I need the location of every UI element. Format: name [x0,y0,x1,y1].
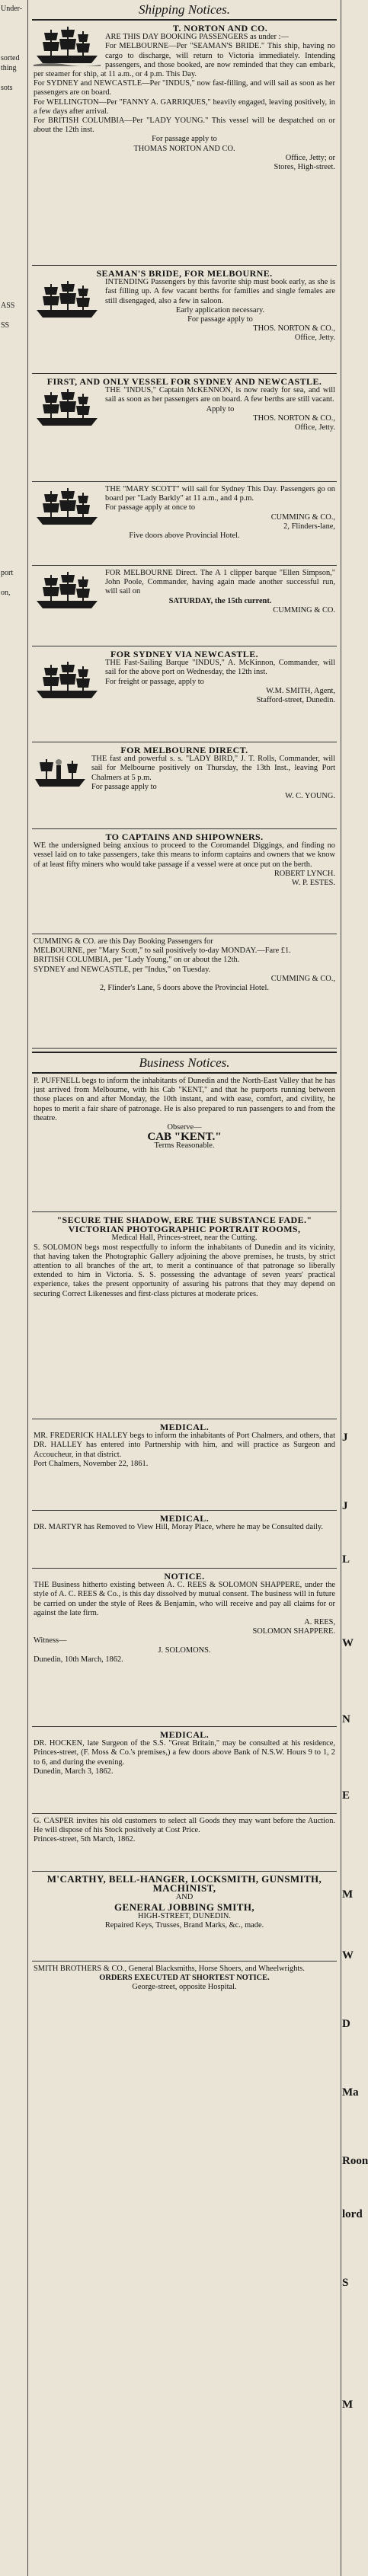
norton-address-2: Stores, High-street. [274,163,335,172]
notice-signer-2: SOLOMON SHAPPERE. [252,1627,335,1636]
hocken-medical-ad [32,1727,337,1814]
puffnell-body: P. PUFFNELL begs to inform the inhabitants of Dunedin and the North-East Valley that he has just arrived from Melbourne, with his Cab "KENT," and that he purports running between those places on and after Monday, the 10th instant, and with ease, comfort, and civility, he hopes to merit a fair share of patronage. He is also prepared to run passengers to and from the theatre. [34,1077,335,1122]
martyr-body: DR. MARTYR has Removed to View Hill, Moray Place, where he may be Consulted daily. [34,1523,323,1532]
lady-bird-ad [32,742,337,829]
business-notices-heading: Business Notices. [32,1052,337,1074]
left-fragment-text: Under- [1,5,23,13]
casper-body: G. CASPER invites his old customers to select all Goods they may want before the Auction. He will dispose of his Stock positively at Cost Price. [34,1817,335,1835]
left-fragment-text: sots [1,84,13,92]
smith-address: George-street, opposite Hospital. [132,1983,237,1992]
right-column-fragment [341,0,368,2576]
photo-address: Medical Hall, Princes-street, near the Cutting. [111,1234,258,1243]
ship-illustration-icon [34,388,101,429]
left-fragment-text: SS [1,321,10,330]
bride-address: Office, Jetty. [294,334,335,343]
right-fragment-text: J [342,1500,348,1512]
photo-heading: VICTORIAN PHOTOGRAPHIC PORTRAIT ROOMS, [68,1224,301,1235]
casper-ad [32,1814,337,1872]
lady-bird-apply: For passage apply to [91,782,157,791]
hocken-heading: MEDICAL. [159,1729,210,1740]
right-fragment-text: E [342,1789,350,1802]
cumming-line-3: BRITISH COLUMBIA, per "Lady Young," on or about the 12th. [34,956,240,965]
ship-illustration-icon [34,660,101,701]
indus-ad [32,374,337,482]
mary-apply: For passage apply at once to [105,503,196,512]
cumming-line-4: SYDNEY and NEWCASTLE, per "Indus," on Tuesday. [34,965,211,974]
indus-apply: Apply to [206,404,235,413]
notice-heading: NOTICE. [164,1571,205,1582]
ellen-date: SATURDAY, the 15th current. [168,596,272,605]
sydney-via-heading: FOR SYDNEY VIA NEWCASTLE. [110,649,259,659]
right-fragment-text: S [342,2277,349,2289]
right-fragment-text: Roon [342,2155,368,2167]
mary-address-1: 2, Flinders-lane, [283,522,335,531]
bride-signer: THOS. NORTON & CO., [253,324,335,334]
hocken-date: Dunedin, March 3, 1862. [34,1767,114,1776]
norton-booking-ad [32,21,337,266]
norton-wellington: For WELLINGTON—Per "FANNY A. GARRIQUES," heavily engaged, leaving positively, in a few days after arrival. [34,97,335,116]
halley-body: MR. FREDERICK HALLEY begs to inform the inhabitants of Port Chalmers, and others, that DR. HALLEY has entered into Partnership with him, and will practice as Surgeon and Accoucheur, in that district. [34,1432,335,1459]
right-fragment-text: W [342,1949,354,1962]
left-fragment-text: sorted [1,54,20,62]
left-fragment-text: ASS [1,302,15,310]
ship-illustration-icon [34,25,101,66]
bride-heading: SEAMAN'S BRIDE, FOR MELBOURNE. [96,268,273,279]
norton-sydney: For SYDNEY and NEWCASTLE—Per "INDUS," now fast-filling, and will sail as soon as her passengers are on board. [34,79,335,97]
halley-date: Port Chalmers, November 22, 1861. [34,1459,149,1468]
mcarthy-line-5: Repaired Keys, Trusses, Brand Marks, &c., made. [104,1921,264,1930]
norton-signer: THOMAS NORTON AND CO. [133,144,235,153]
bride-early: Early application necessary. [175,305,265,314]
seamans-bride-ad [32,266,337,374]
puffnell-cab-ad [32,1074,337,1212]
indus-heading: FIRST, AND ONLY VESSEL FOR SYDNEY AND NEWCASTLE. [46,376,322,387]
captains-signer-2: W. P. ESTES. [291,879,335,888]
lady-bird-body: THE fast and powerful s. s. "LADY BIRD," J. T. Rolls, Commander, will sail for Melbourne positively on Thursday, the 13th Inst., leaving Port Chalmers at 5 p.m. [91,755,335,782]
ship-illustration-icon [34,487,101,528]
lady-bird-signer: W. C. YOUNG. [285,792,335,801]
notice-signer-1: A. REES, [304,1618,335,1627]
mary-address-2: Five doors above Provincial Hotel. [129,531,240,541]
indus-body: THE "INDUS," Captain McKENNON, is now ready for sea, and will sail as soon as her passengers are on board. A few berths are still vacant. [105,386,335,404]
right-fragment-text: J [342,1432,348,1444]
puffnell-terms: Terms Reasonable. [154,1141,215,1151]
right-fragment-text: W [342,1637,354,1649]
right-fragment-text: Ma [342,2086,359,2099]
sydney-via-address: Stafford-street, Dunedin. [256,696,335,705]
photo-body: S. SOLOMON begs most respectfully to inform the inhabitants of Dunedin and its vicinity, that having taken the Photographic Gallery adjoining the above premises, he trusts, by strict attention to all branches of the art, to merit a continuance of that patronage so liberally extended to him in Victoria. S. S. possessing the advantage of seven years' practical experience, takes the present opportunity of assuring his patrons that they may depend on securing Correct Likenesses and first-class pictures at moderate prices. [34,1243,335,1298]
sydney-via-apply: For freight or passage, apply to [105,677,204,686]
bride-body: INTENDING Passengers by this favorite ship must book early, as she is fast filling up. A few vacant berths for families and single females are still disengaged, also a few in saloon. [105,278,335,305]
notice-date: Dunedin, 10th March, 1862. [34,1655,123,1664]
left-fragment-text: thing [1,64,17,72]
cumming-line-2: MELBOURNE, per "Mary Scott," to sail positively to-day MONDAY.—Fare £1. [34,946,291,956]
mcarthy-line-3: GENERAL JOBBING SMITH, [114,1901,254,1913]
sydney-via-newcastle-ad [32,646,337,742]
puffnell-observe: Observe— [167,1123,202,1132]
captains-body: WE the undersigned being anxious to proceed to the Coromandel Diggings, and finding no vessel laid on to take passengers, take this means to inform captains and owners that we know of at least fifty miners who would take passage if a vessel were at once put on the berth. [34,841,335,869]
norton-intro: ARE THIS DAY BOOKING PASSENGERS as under :— [105,33,289,42]
steamship-illustration-icon [34,756,87,790]
halley-medical-ad [32,1419,337,1511]
cumming-line-1: CUMMING & CO. are this Day Booking Passengers for [34,937,213,946]
ship-illustration-icon [34,570,101,611]
left-fragment-text: on, [1,589,11,597]
notice-witness-name: J. SOLOMONS. [158,1646,211,1655]
mary-signer: CUMMING & CO., [270,512,335,522]
ship-illustration-icon [34,279,101,321]
cumming-signer: CUMMING & CO., [270,974,335,983]
smith-brothers-ad [32,1962,337,1997]
photo-slogan: "SECURE THE SHADOW, ERE THE SUBSTANCE FADE." [56,1215,312,1225]
captains-heading: TO CAPTAINS AND SHIPOWNERS. [105,832,264,842]
dissolution-notice-ad [32,1569,337,1727]
norton-british-columbia: For BRITISH COLUMBIA—Per "LADY YOUNG." This vessel will be despatched on or about the 12th inst. [34,117,335,135]
mcarthy-line-1: M'CARTHY, BELL-HANGER, LOCKSMITH, GUNSMITH, MACHINIST, [46,1873,322,1894]
hocken-body: DR. HOCKEN, late Surgeon of the S.S. "Great Britain," may be consulted at his residence, Princes-street, (F. Moss & Co.'s premises,) a few doors above Bank of N.S.W. Hours 9 to 1, 2 to 6, and during the evening. [34,1739,335,1767]
right-fragment-text: L [342,1553,350,1566]
right-fragment-text: M [342,1888,354,1901]
bride-apply: For passage apply to [187,315,253,324]
indus-signer: THOS. NORTON & CO., [253,413,335,423]
shipping-notices-heading: Shipping Notices. [32,0,337,21]
photographic-rooms-ad [32,1212,337,1419]
cumming-address: 2, Flinder's Lane, 5 doors above the Provincial Hotel. [99,984,270,993]
right-fragment-text: D [342,2018,350,2030]
right-fragment-text: lord [342,2208,363,2220]
puffnell-cab-name: CAB "KENT." [147,1131,222,1144]
captains-shipowners-ad [32,829,337,934]
ellen-signer: CUMMING & CO. [273,605,335,614]
right-fragment-text: M [342,2399,354,2411]
norton-melbourne: For MELBOURNE—Per "SEAMAN'S BRIDE." This ship, having no cargo to discharge, will return to Victoria immediately. Intending passengers, and those booked, are now reminded that they can embark, per steamer for ship, at 11 a.m., or 4 p.m. This Day. [34,42,335,79]
martyr-medical-ad [32,1511,337,1569]
left-fragment-text: port [1,569,14,577]
martyr-heading: MEDICAL. [159,1513,210,1524]
mcarthy-ad [32,1872,337,1962]
ellen-simpson-ad [32,566,337,646]
halley-heading: MEDICAL. [159,1422,210,1432]
mcarthy-line-2: AND [175,1893,194,1902]
norton-address-1: Office, Jetty; or [285,153,335,162]
indus-address: Office, Jetty. [294,423,335,433]
smith-body: SMITH BROTHERS & CO., General Blacksmiths, Horse Shoers, and Wheelwrights. [34,1965,305,1973]
norton-heading: T. NORTON AND CO. [172,23,268,34]
cumming-booking-ad [32,934,337,1049]
lady-bird-heading: FOR MELBOURNE DIRECT. [120,745,248,755]
right-fragment-text: N [342,1713,350,1725]
casper-address: Princes-street, 5th March, 1862. [34,1835,136,1844]
captains-signer-1: ROBERT LYNCH. [274,869,335,878]
newspaper-column [32,0,337,2576]
notice-witness-label: Witness— [34,1636,67,1646]
smith-orders: ORDERS EXECUTED AT SHORTEST NOTICE. [99,1974,270,1983]
mcarthy-line-4: HIGH-STREET, DUNEDIN. [138,1911,231,1920]
left-column-fragment [0,0,28,2576]
notice-body: THE Business hitherto existing between A. C. REES & SOLOMON SHAPPERE, under the style of A. C. REES & Co., is this day dissolved by mutual consent. The business will in future be carried on under the style of Rees & Benjamin, who will receive and pay all claims for or against the late firm. [34,1581,335,1617]
ellen-body: FOR MELBOURNE Direct. The A 1 clipper barque "Ellen Simpson," John Poole, Commander, having again made another successful run, will sail on [105,569,335,596]
mary-scott-ad [32,482,337,566]
sydney-via-body: THE Fast-Sailing Barque "INDUS," A. McKinnon, Commander, will sail for the above port on Wednesday, the 12th inst. [105,659,335,677]
norton-apply: For passage apply to [152,135,217,144]
sydney-via-signer: W.M. SMITH, Agent, [266,686,335,695]
mary-body: THE "MARY SCOTT" will sail for Sydney This Day. Passengers go on board per "Lady Barkly" at 11 a.m., and 4 p.m. [105,485,335,503]
